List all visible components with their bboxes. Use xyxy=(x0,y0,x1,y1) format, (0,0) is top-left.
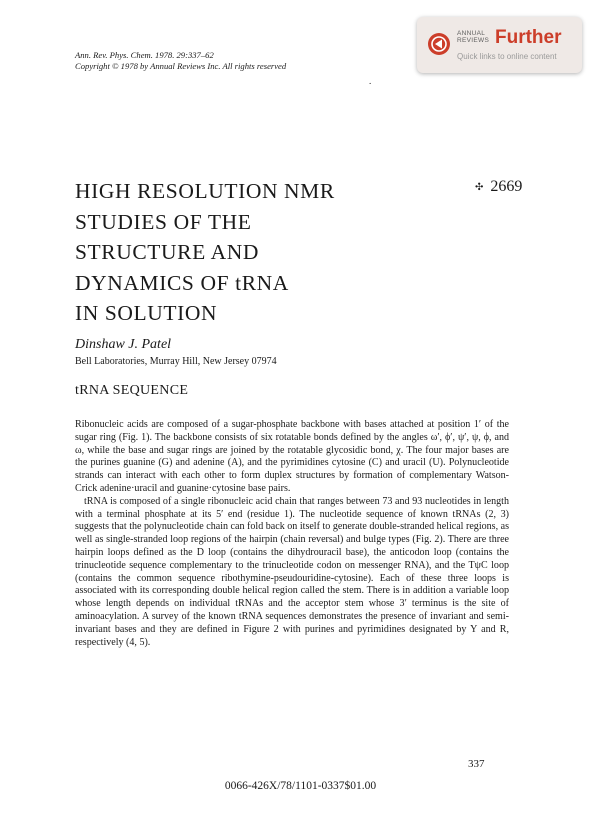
article-number xyxy=(475,178,522,196)
title-line: STRUCTURE AND xyxy=(75,240,259,264)
publisher-line-1: ANNUAL xyxy=(457,30,486,37)
article-number-value: 2669 xyxy=(490,178,523,195)
publisher-line-2: REVIEWS xyxy=(457,37,490,44)
section-heading: tRNA SEQUENCE xyxy=(75,383,189,398)
title-line: HIGH RESOLUTION NMR xyxy=(75,179,335,203)
further-label: Further xyxy=(495,27,562,48)
further-banner[interactable] xyxy=(417,17,582,73)
banner-subtitle: Quick links to online content xyxy=(457,52,557,61)
stray-dot: . xyxy=(369,76,372,86)
author-name: Dinshaw J. Patel xyxy=(75,337,172,352)
copyright-notice: Copyright © 1978 by Annual Reviews Inc. All rights reserved xyxy=(75,61,287,71)
author-affiliation: Bell Laboratories, Murray Hill, New Jersey 07974 xyxy=(75,356,277,367)
article-mark-icon: ✣ xyxy=(475,181,484,193)
journal-citation: Ann. Rev. Phys. Chem. 1978. 29:337–62 xyxy=(75,50,214,60)
body-text xyxy=(75,419,509,649)
journal-header xyxy=(75,50,286,72)
title-line: STUDIES OF THE xyxy=(75,209,252,234)
publisher-name xyxy=(457,30,489,44)
paragraph: tRNA is composed of a single ribonucleic acid chain that ranges between 73 and 93 nucleotides in length with a terminal phosphate at its 5′ end (residue 1). The nucleotide sequence of known tRNAs (2, 3) suggests that the polynucleotide chain can fold back on itself to generate double-stranded helical regions, as well as single-stranded loop regions of the hairpin (chain reversal) and bulge types (Fig. 2). There are three hairpin loops defined as the D loop (contains the dihydrouracil base), the anticodon loop (contains the trinucleotide sequence complementary to the trinucleotide codon on messenger RNA), and the TψC loop (contains the common sequence ribothymine-pseudouridine-cytosine). Each of these three loops is associated with its corresponding double helical region called the stem. There is in addition a variable loop whose length depends on individual tRNAs and the acceptor stem whose 3′ terminus is the site of aminoacylation. A survey of the known tRNA sequences demonstrates the presence of invariant and semi-invariant bases and they are defined in Figure 2 with purines and pyrimidines designated by Y and R, respectively (4, 5). xyxy=(75,495,509,648)
page-number: 337 xyxy=(468,758,485,770)
title-line: DYNAMICS OF tRNA xyxy=(75,270,289,295)
title-line: IN SOLUTION xyxy=(75,301,218,325)
footer-code: 0066-426X/78/1101-0337$01.00 xyxy=(224,780,377,792)
paragraph: Ribonucleic acids are composed of a sugar-phosphate backbone with bases attached at position 1′ of the sugar ring (Fig. 1). The backbone consists of six rotatable bonds defined by the angles ω′, ϕ′, ψ′, ψ, ϕ, and ω, while the base and sugar rings are joined by the rotatable glycosidic bond, χ. The four major bases are the purines guanine (G) and adenine (A), and the pyrimidines cytosine (C) and uracil (U). Polynucleotide strands can interact with each other to form duplex structures by formation of complementary Watson-Crick adenine·uracil and guanine·cytosine base pairs. xyxy=(75,419,509,494)
article-title xyxy=(75,176,335,329)
arrow-left-circle-icon xyxy=(427,32,451,56)
